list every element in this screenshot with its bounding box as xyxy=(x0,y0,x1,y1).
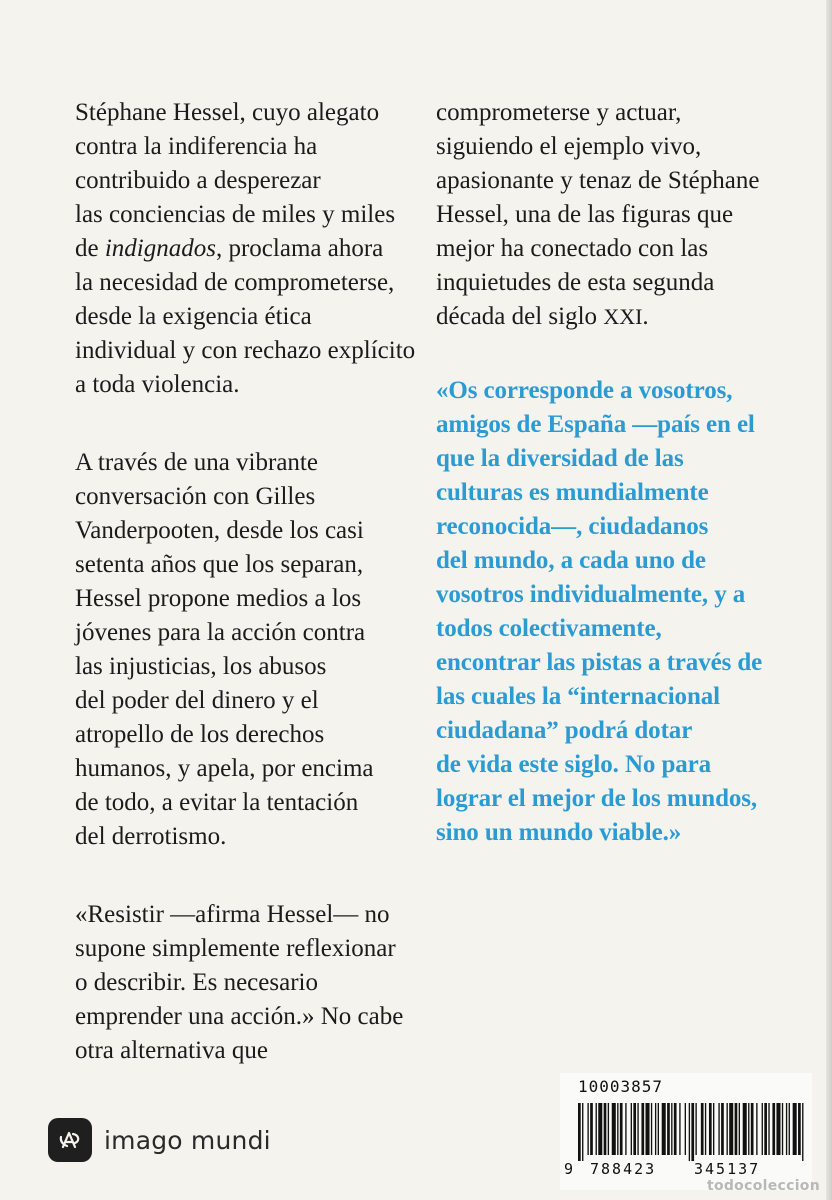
text-line: Stéphane Hessel, cuyo alegato xyxy=(75,99,380,126)
text-line: Vanderpooten, desde los casi xyxy=(75,517,364,544)
text-line: jóvenes para la acción contra xyxy=(75,619,366,646)
quote-line: culturas es mundialmente xyxy=(436,479,709,506)
barcode-bars xyxy=(578,1103,806,1161)
paragraph-conversation xyxy=(75,446,415,854)
isbn-first-digit: 9 xyxy=(564,1160,574,1178)
text-line: A través de una vibrante xyxy=(75,449,318,476)
text-line: las injusticias, los abusos xyxy=(75,653,327,680)
text-line: apasionante y tenaz de Stéphane xyxy=(436,167,760,194)
text-line: desde la exigencia ética xyxy=(75,303,312,330)
text-line xyxy=(75,232,415,266)
text-line: humanos, y apela, por encima xyxy=(75,755,374,782)
isbn-group-left: 788423 xyxy=(590,1160,657,1178)
quote-line: lograr el mejor de los mundos, xyxy=(436,785,758,812)
paragraph-resist-quote xyxy=(75,898,415,1068)
text-segment: de xyxy=(75,235,105,262)
quote-line: encontrar las pistas a través de xyxy=(436,649,763,676)
text-line: emprender una acción.» No cabe xyxy=(75,1003,404,1030)
century-numeral: XXI xyxy=(603,304,643,329)
quote-line: del mundo, a cada uno de xyxy=(436,547,706,574)
text-line: comprometerse y actuar, xyxy=(436,99,682,126)
publisher-name: imago mundi xyxy=(104,1125,271,1155)
text-line: «Resistir —afirma Hessel— no xyxy=(75,901,390,928)
text-segment: década del siglo xyxy=(436,303,604,330)
isbn-group-right: 345137 xyxy=(694,1160,761,1178)
text-line xyxy=(436,300,796,334)
quote-line: vosotros individualmente, y a xyxy=(436,581,746,608)
text-segment: , proclama ahora xyxy=(215,235,384,262)
text-line: del derrotismo. xyxy=(75,823,227,850)
quote-line: de vida este siglo. No para xyxy=(436,751,712,778)
text-line: o describir. Es necesario xyxy=(75,969,318,996)
text-line: las conciencias de miles y miles xyxy=(75,201,396,228)
text-line: supone simplemente reflexionar xyxy=(75,935,396,962)
quote-line: sino un mundo viable.» xyxy=(436,819,682,846)
text-line: conversación con Gilles xyxy=(75,483,316,510)
text-line: Hessel propone medios a los xyxy=(75,585,362,612)
text-line: individual y con rechazo explícito xyxy=(75,337,416,364)
text-line: otra alternativa que xyxy=(75,1037,268,1064)
quote-line: todos colectivamente, xyxy=(436,615,662,642)
quote-line: las cuales la “internacional xyxy=(436,683,721,710)
text-line: la necesidad de comprometerse, xyxy=(75,269,395,296)
text-line: de todo, a evitar la tentación xyxy=(75,789,359,816)
text-line: mejor ha conectado con las xyxy=(436,235,709,262)
paragraph-intro xyxy=(75,96,415,402)
quote-line: amigos de España —país en el xyxy=(436,411,755,438)
paragraph-continuation xyxy=(436,96,796,334)
quote-line: ciudadana” podrá dotar xyxy=(436,717,693,744)
quote-line: reconocida—, ciudadanos xyxy=(436,513,709,540)
italic-word: indignados xyxy=(104,235,216,262)
publisher-logo-icon xyxy=(48,1118,92,1162)
publisher-logo xyxy=(48,1118,271,1162)
text-segment: . xyxy=(642,303,649,330)
text-line: contribuido a desperezar xyxy=(75,167,321,194)
text-line: inquietudes de esta segunda xyxy=(436,269,715,296)
text-line: Hessel, una de las figuras que xyxy=(436,201,734,228)
text-line: atropello de los derechos xyxy=(75,721,325,748)
text-line: del poder del dinero y el xyxy=(75,687,319,714)
quote-line: «Os corresponde a vosotros, xyxy=(436,377,733,404)
text-line: a toda violencia. xyxy=(75,371,240,398)
highlighted-quote xyxy=(436,374,796,850)
left-column xyxy=(75,96,415,1068)
inventory-number: 10003857 xyxy=(578,1077,664,1096)
page-edge-shadow xyxy=(826,0,832,1200)
barcode-label xyxy=(560,1073,812,1190)
text-line: siguiendo el ejemplo vivo, xyxy=(436,133,702,160)
right-column xyxy=(436,96,796,850)
watermark: todocoleccion xyxy=(706,1178,820,1194)
text-line: setenta años que los separan, xyxy=(75,551,364,578)
quote-line: que la diversidad de las xyxy=(436,445,684,472)
text-line: contra la indiferencia ha xyxy=(75,133,318,160)
